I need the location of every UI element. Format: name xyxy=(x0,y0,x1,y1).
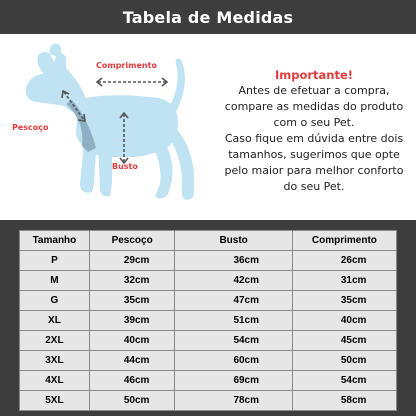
size-table-panel xyxy=(0,220,416,416)
table-cell: 39cm xyxy=(89,311,175,331)
table-cell: 78cm xyxy=(175,391,292,411)
table-cell: G xyxy=(20,291,90,311)
table-row xyxy=(20,291,397,311)
table-cell: 50cm xyxy=(89,391,175,411)
table-cell: 40cm xyxy=(89,331,175,351)
notice-line: Antes de efetuar a compra, xyxy=(238,84,390,97)
table-row xyxy=(20,311,397,331)
table-row xyxy=(20,331,397,351)
page-header xyxy=(0,0,416,34)
notice-line: compare as medidas do produto xyxy=(224,100,404,113)
table-cell: 5XL xyxy=(20,391,90,411)
table-row xyxy=(20,251,397,271)
column-header-tamanho: Tamanho xyxy=(20,231,90,251)
table-cell: XL xyxy=(20,311,90,331)
column-header-pescoco: Pescoço xyxy=(89,231,175,251)
table-cell: 69cm xyxy=(175,371,292,391)
table-cell: 51cm xyxy=(175,311,292,331)
notice-line: Caso fique em dúvida entre dois xyxy=(224,132,404,145)
table-row xyxy=(20,371,397,391)
comprimento-arrow-icon xyxy=(97,78,167,86)
table-cell: 47cm xyxy=(175,291,292,311)
notice-line: do seu Pet. xyxy=(283,180,345,193)
page-title: Tabela de Medidas xyxy=(122,7,294,27)
table-cell: 35cm xyxy=(292,291,396,311)
table-cell: 26cm xyxy=(292,251,396,271)
table-row xyxy=(20,391,397,411)
label-busto: Busto xyxy=(112,162,138,171)
measurement-diagram-panel xyxy=(0,34,416,220)
table-row xyxy=(20,351,397,371)
table-cell: 50cm xyxy=(292,351,396,371)
notice-line: com o seu Pet. xyxy=(273,116,355,129)
table-cell: 4XL xyxy=(20,371,90,391)
table-cell: 35cm xyxy=(89,291,175,311)
important-heading: Importante! xyxy=(274,68,354,82)
size-table xyxy=(19,230,397,411)
table-cell: 3XL xyxy=(20,351,90,371)
table-cell: 54cm xyxy=(292,371,396,391)
column-header-busto: Busto xyxy=(175,231,292,251)
table-header-row xyxy=(20,231,397,251)
table-cell: 42cm xyxy=(175,271,292,291)
table-cell: 40cm xyxy=(292,311,396,331)
table-cell: 29cm xyxy=(89,251,175,271)
table-cell: 36cm xyxy=(175,251,292,271)
table-cell: 54cm xyxy=(175,331,292,351)
table-cell: 2XL xyxy=(20,331,90,351)
important-notice xyxy=(214,67,414,195)
table-cell: 31cm xyxy=(292,271,396,291)
notice-line: pelo maior para melhor conforto xyxy=(224,164,404,177)
table-cell: P xyxy=(20,251,90,271)
table-cell: 58cm xyxy=(292,391,396,411)
table-cell: M xyxy=(20,271,90,291)
table-row xyxy=(20,271,397,291)
table-cell: 45cm xyxy=(292,331,396,351)
label-comprimento: Comprimento xyxy=(96,61,157,70)
column-header-comprimento: Comprimento xyxy=(292,231,396,251)
notice-line: tamanhos, sugerimos que opte xyxy=(228,148,400,161)
table-cell: 60cm xyxy=(175,351,292,371)
table-cell: 46cm xyxy=(89,371,175,391)
label-pescoco: Pescoço xyxy=(12,123,49,132)
table-cell: 32cm xyxy=(89,271,175,291)
table-cell: 44cm xyxy=(89,351,175,371)
